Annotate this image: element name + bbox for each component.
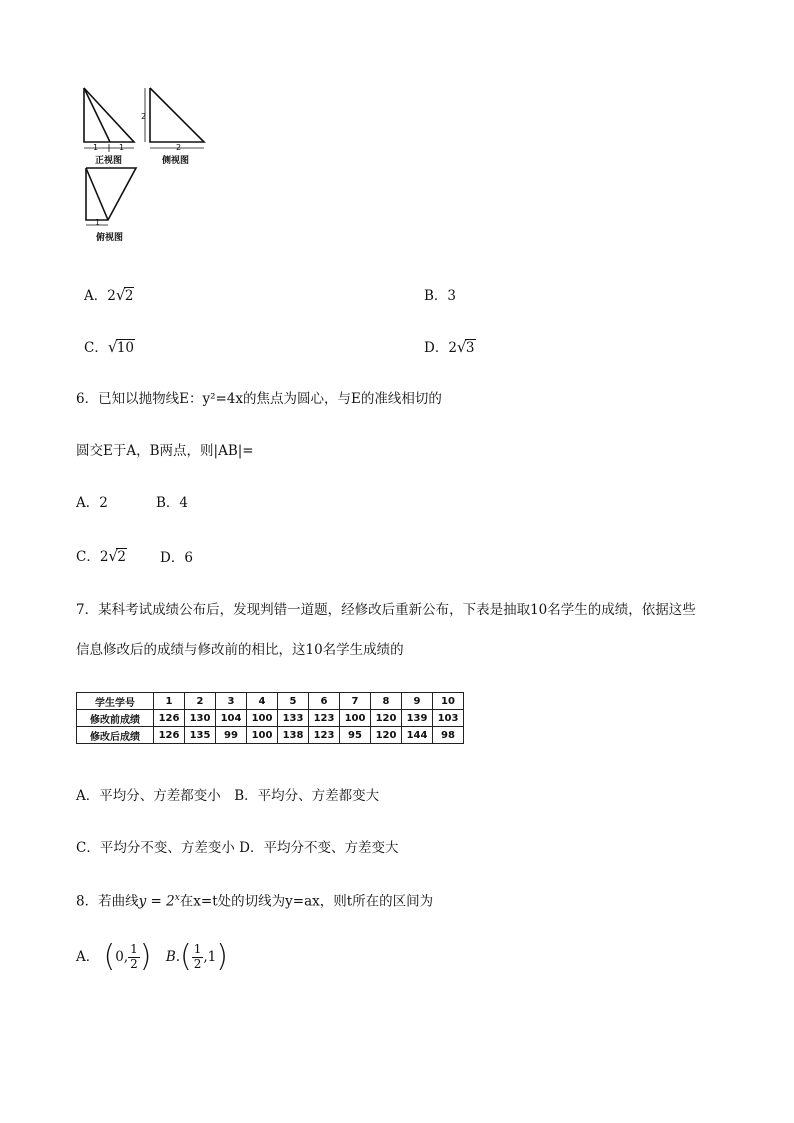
table-cell: 100 [247,710,278,727]
q5-option-a [84,290,134,304]
table-cell: 2 [185,693,216,710]
table-cell: 95 [340,727,371,744]
table-cell: 100 [340,710,371,727]
table-cell: 123 [309,727,340,744]
q6-option-c [76,551,127,565]
q5-option-c [84,342,135,356]
front-dim-1a: 1 [93,143,99,152]
sqrt-symbol [116,290,135,304]
table-cell: 135 [185,727,216,744]
table-cell: 5 [278,693,309,710]
table-cell: 126 [154,727,185,744]
denominator: 2 [130,956,138,971]
q8-a-zero: 0, [115,948,129,965]
side-view-label: 侧视图 [162,156,190,166]
table-cell: 133 [278,710,309,727]
table-cell: 10 [433,693,464,710]
q7-options-cd: C．平均分不变、方差变小 D．平均分不变、方差变大 [76,840,399,856]
table-cell: 130 [185,710,216,727]
row-header: 修改前成绩 [77,710,154,727]
top-view-label: 俯视图 [96,233,124,243]
radicand: 2 [124,288,134,304]
side-view-drawing [145,88,204,148]
row-header: 修改后成绩 [77,727,154,744]
row-header: 学生学号 [77,693,154,710]
q8-b-one: ,1 [203,948,217,965]
table-cell: 9 [402,693,433,710]
table-cell: 100 [247,727,278,744]
q6-option-d: D．6 [160,550,193,566]
radicand: 3 [465,340,475,356]
option-a-text: A．2 [84,288,116,304]
side-dim-width: 2 [176,143,182,152]
table-cell: 98 [433,727,464,744]
numerator: 1 [130,941,138,956]
sqrt-symbol [457,342,476,356]
top-dim-1: 1 [95,218,101,227]
option-d-text: D．2 [424,340,457,356]
q8-options [76,939,228,974]
top-view-drawing [86,168,136,225]
q6-stem-line2: 圆交E于A，B两点，则|AB|= [76,443,254,459]
table-cell: 126 [154,710,185,727]
q7-stem-line1: 7．某科考试成绩公布后，发现判错一道题，经修改后重新公布，下表是抽取10名学生的成绩，依据这些 [76,602,696,618]
right-paren: ) [216,939,228,974]
table-cell: 3 [216,693,247,710]
table-cell: 120 [371,727,402,744]
side-dim-height: 2 [141,112,147,121]
fraction-one-half [128,943,140,972]
front-view-drawing [84,88,134,152]
left-paren: ( [103,939,116,974]
q6-option-a: A．2 [76,495,108,511]
front-view-label: 正视图 [95,156,123,166]
table-row-after [77,727,464,744]
q6-stem-line1: 6．已知以抛物线E：y²=4x的焦点为圆心，与E的准线相切的 [76,391,442,407]
table-cell: 120 [371,710,402,727]
q6-option-b: B．4 [156,495,189,511]
sqrt-symbol [108,551,127,565]
radicand: 10 [116,340,135,356]
front-dim-1b: 1 [119,143,125,152]
q7-options-ab: A．平均分、方差都变小 B．平均分、方差都变大 [76,788,380,804]
q7-stem-line2: 信息修改后的成绩与修改前的相比，这10名学生成绩的 [76,642,404,658]
table-cell: 104 [216,710,247,727]
table-cell: 138 [278,727,309,744]
table-cell: 6 [309,693,340,710]
table-cell: 139 [402,710,433,727]
q8-prefix: 8．若曲线 [76,893,139,910]
q5-option-b: B．3 [424,288,457,304]
q8-curve: y = 2 [138,893,175,910]
table-cell: 144 [402,727,433,744]
option-c-text: C．2 [76,549,109,565]
radicand: 2 [117,549,127,565]
table-cell: 8 [371,693,402,710]
q8-option-a-label: A． [76,948,100,965]
option-c-text: C． [84,340,108,356]
q8-option-b-label: B. [165,948,181,965]
table-cell: 7 [340,693,371,710]
numerator: 1 [193,941,202,956]
scores-table [76,692,464,744]
left-paren: ( [180,939,192,974]
table-cell: 1 [154,693,185,710]
table-cell: 103 [433,710,464,727]
fraction-one-half [192,943,204,972]
table-row-before [77,710,464,727]
q8-stem [76,894,433,909]
denominator: 2 [193,956,202,971]
table-cell: 123 [309,710,340,727]
q8-suffix: 在x=t处的切线为y=ax，则t所在的区间为 [179,893,434,910]
table-cell: 99 [216,727,247,744]
sqrt-symbol [108,342,135,356]
q5-option-d [424,342,476,356]
table-row-ids [77,693,464,710]
q8-exponent: x [174,893,180,903]
right-paren: ) [139,939,152,974]
table-cell: 4 [247,693,278,710]
